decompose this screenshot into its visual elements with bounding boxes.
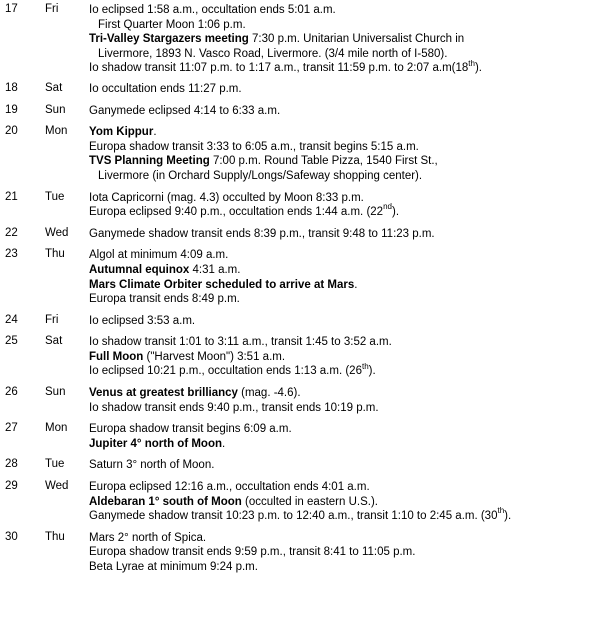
- weekday: Tue: [45, 458, 65, 471]
- event-line: [89, 104, 599, 119]
- event-list: [89, 480, 599, 524]
- event-list: [89, 191, 599, 220]
- event-line: [89, 32, 599, 47]
- weekday: Mon: [45, 125, 68, 138]
- event-line: [89, 506, 599, 524]
- event-line: [89, 495, 599, 510]
- event-line: [89, 437, 599, 452]
- event-line: [89, 422, 599, 437]
- event-text: ).: [368, 365, 376, 378]
- event-highlight: Mars Climate Orbiter scheduled to arrive at Mars: [89, 278, 355, 291]
- day-number: 17: [5, 3, 18, 15]
- event-line: [89, 47, 599, 62]
- event-highlight: Yom Kippur: [89, 126, 154, 139]
- weekday: Thu: [45, 248, 65, 261]
- event-highlight: Autumnal equinox: [89, 263, 190, 276]
- event-text: 4:31 a.m.: [189, 263, 241, 276]
- event-list: [89, 458, 599, 473]
- event-list: [89, 82, 599, 97]
- event-line: [89, 480, 599, 495]
- weekday: Thu: [45, 530, 65, 543]
- event-text: Europa transit ends 8:49 p.m.: [89, 293, 240, 306]
- event-line: [89, 401, 599, 416]
- event-text: Ganymede eclipsed 4:14 to 6:33 a.m.: [89, 104, 281, 117]
- event-line: [89, 125, 599, 140]
- event-text: Saturn 3° north of Moon.: [89, 459, 215, 472]
- weekday: Fri: [45, 3, 59, 15]
- event-list: [89, 386, 599, 415]
- event-text: Iota Capricorni (mag. 4.3) occulted by Moon 8:33 p.m.: [89, 191, 364, 204]
- day-number: 23: [5, 248, 18, 261]
- event-text: ).: [474, 62, 482, 75]
- event-highlight: Jupiter 4° north of Moon: [89, 437, 223, 450]
- calendar-row-22: [0, 227, 606, 242]
- day-number: 18: [5, 81, 18, 94]
- day-number: 24: [5, 313, 18, 326]
- event-text: Europa eclipsed 12:16 a.m., occultation ends 4:01 a.m.: [89, 481, 370, 494]
- event-line: [89, 386, 599, 401]
- event-line: [89, 140, 599, 155]
- event-list: [89, 335, 599, 379]
- event-line: [89, 263, 599, 278]
- ordinal-suffix: th: [497, 506, 505, 516]
- event-list: [89, 531, 599, 575]
- event-text: Io shadow transit 1:01 to 3:11 a.m., transit 1:45 to 3:52 a.m.: [89, 336, 392, 349]
- calendar-row-28: [0, 458, 606, 473]
- event-text: .: [354, 278, 358, 291]
- ordinal-suffix: th: [468, 58, 475, 68]
- event-text: Io occultation ends 11:27 p.m.: [89, 82, 242, 95]
- event-text: .: [153, 126, 157, 139]
- event-line: [89, 191, 599, 206]
- event-text: 7:00 p.m. Round Table Pizza, 1540 First St.,: [209, 155, 438, 168]
- weekday: Tue: [45, 190, 65, 203]
- event-text: Mars 2° north of Spica.: [89, 531, 207, 544]
- calendar-row-17: [0, 3, 606, 76]
- event-line: [89, 545, 599, 560]
- day-number: 29: [5, 480, 18, 493]
- event-highlight: Full Moon: [89, 350, 144, 363]
- event-line: [89, 458, 599, 473]
- event-line: [89, 531, 599, 546]
- calendar-row-27: [0, 422, 606, 451]
- event-list: [89, 248, 599, 306]
- event-text: ("Harvest Moon") 3:51 a.m.: [143, 350, 286, 363]
- day-number: 30: [5, 530, 18, 543]
- event-text: (occulted in eastern U.S.).: [241, 495, 378, 508]
- calendar-row-30: [0, 531, 606, 575]
- weekday: Sat: [45, 335, 63, 348]
- event-text: Europa shadow transit 3:33 to 6:05 a.m., transit begins 5:15 a.m.: [89, 140, 419, 153]
- weekday: Mon: [45, 422, 68, 435]
- day-number: 26: [5, 386, 18, 399]
- calendar-row-20: [0, 125, 606, 183]
- calendar-row-24: [0, 314, 606, 329]
- event-line: [89, 82, 599, 97]
- event-highlight: Tri-Valley Stargazers meeting: [89, 33, 249, 46]
- event-text: 7:30 p.m. Unitarian Universalist Church in: [248, 33, 465, 46]
- event-line: [89, 335, 599, 350]
- event-line: [89, 154, 599, 169]
- event-text: Ganymede shadow transit 10:23 p.m. to 12:40 a.m., transit 1:10 to 2:45 a.m. (30: [89, 510, 498, 523]
- event-text: Io eclipsed 10:21 p.m., occultation ends 1:13 a.m. (26: [89, 365, 362, 378]
- event-line: [89, 361, 599, 379]
- event-list: [89, 314, 599, 329]
- day-number: 19: [5, 103, 18, 116]
- calendar-row-26: [0, 386, 606, 415]
- event-list: [89, 104, 599, 119]
- event-line: [89, 560, 599, 575]
- weekday: Sat: [45, 81, 63, 94]
- event-text: Io eclipsed 1:58 a.m., occultation ends 5:01 a.m.: [89, 4, 336, 16]
- day-number: 28: [5, 458, 18, 471]
- event-text: Europa shadow transit ends 9:59 p.m., transit 8:41 to 11:05 p.m.: [89, 546, 416, 559]
- event-line: [89, 202, 599, 220]
- event-text: Io eclipsed 3:53 a.m.: [89, 314, 196, 327]
- day-number: 22: [5, 226, 18, 239]
- event-line: [89, 248, 599, 263]
- ordinal-suffix: nd: [383, 202, 392, 212]
- event-text: .: [222, 437, 226, 450]
- event-line: [89, 227, 599, 242]
- event-line: [89, 58, 599, 76]
- event-line: [89, 169, 599, 184]
- weekday: Sun: [45, 386, 66, 399]
- event-line: [89, 350, 599, 365]
- calendar-row-25: [0, 335, 606, 379]
- event-line: [89, 18, 599, 33]
- event-line: [89, 3, 599, 18]
- event-text: (mag. -4.6).: [237, 387, 301, 400]
- calendar-row-29: [0, 480, 606, 524]
- event-text: First Quarter Moon 1:06 p.m.: [98, 18, 246, 31]
- day-number: 25: [5, 335, 18, 348]
- event-list: [89, 422, 599, 451]
- event-text: Livermore, 1893 N. Vasco Road, Livermore. (3/4 mile north of I-580).: [98, 47, 448, 60]
- calendar-row-23: [0, 248, 606, 306]
- calendar-row-21: [0, 191, 606, 220]
- day-number: 20: [5, 125, 18, 138]
- event-text: Ganymede shadow transit ends 8:39 p.m., transit 9:48 to 11:23 p.m.: [89, 227, 435, 240]
- event-text: Beta Lyrae at minimum 9:24 p.m.: [89, 561, 258, 573]
- event-text: Algol at minimum 4:09 a.m.: [89, 249, 229, 262]
- event-list: [89, 3, 599, 76]
- event-list: [89, 227, 599, 242]
- day-number: 21: [5, 190, 18, 203]
- event-text: Europa shadow transit begins 6:09 a.m.: [89, 423, 292, 436]
- calendar-row-19: [0, 104, 606, 119]
- event-text: ).: [504, 510, 512, 523]
- event-list: [89, 125, 599, 183]
- event-text: Io shadow transit 11:07 p.m. to 1:17 a.m., transit 11:59 p.m. to 2:07 a.m(18: [89, 62, 469, 75]
- ordinal-suffix: th: [361, 361, 369, 371]
- event-text: ).: [391, 206, 400, 219]
- event-highlight: Venus at greatest brilliancy: [89, 387, 238, 400]
- weekday: Sun: [45, 103, 66, 116]
- event-line: [89, 314, 599, 329]
- weekday: Wed: [45, 480, 69, 493]
- event-text: Europa eclipsed 9:40 p.m., occultation ends 1:44 a.m. (22: [89, 206, 384, 219]
- event-highlight: Aldebaran 1° south of Moon: [89, 495, 242, 508]
- day-number: 27: [5, 422, 18, 435]
- weekday: Wed: [45, 226, 69, 239]
- calendar-row-18: [0, 82, 606, 97]
- event-text: Livermore (in Orchard Supply/Longs/Safeway shopping center).: [98, 169, 423, 182]
- event-highlight: TVS Planning Meeting: [89, 155, 210, 168]
- event-line: [89, 292, 599, 307]
- weekday: Fri: [45, 313, 59, 326]
- event-text: Io shadow transit ends 9:40 p.m., transit ends 10:19 p.m.: [89, 401, 379, 414]
- event-line: [89, 278, 599, 293]
